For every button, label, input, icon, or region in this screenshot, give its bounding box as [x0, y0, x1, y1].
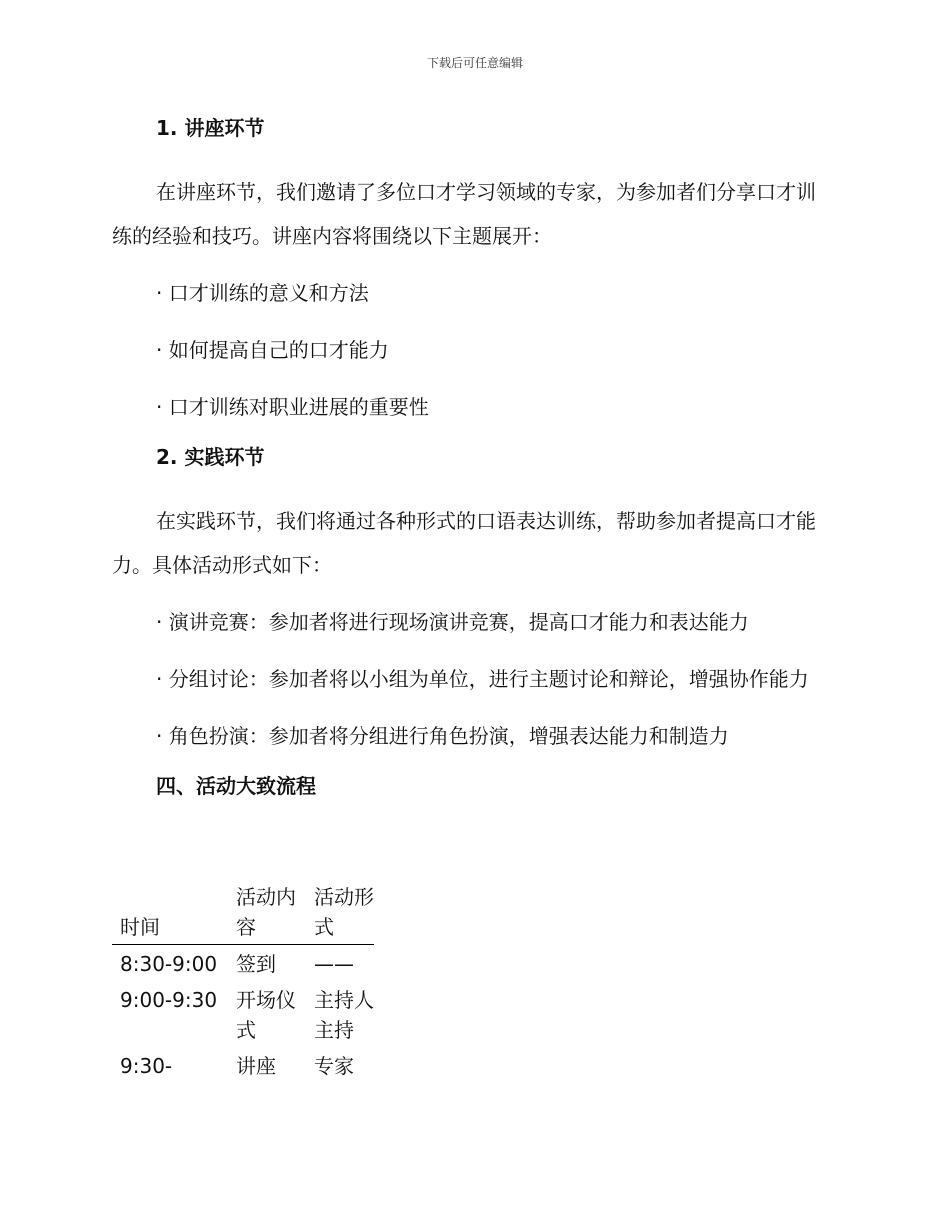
schedule-table: [112, 880, 374, 1083]
practice-bullet-2: · 分组讨论：参加者将以小组为单位，进行主题讨论和辩论，增强协作能力: [156, 667, 809, 691]
column-header-content: 活动内容: [228, 880, 306, 945]
practice-bullet-3: · 角色扮演：参加者将分组进行角色扮演，增强表达能力和制造力: [156, 724, 729, 748]
cell-form: 主持人主持: [314, 988, 374, 1042]
practice-heading: 2. 实践环节: [156, 445, 265, 469]
cell-time: 9:30-: [120, 1054, 173, 1078]
lecture-bullet-2: · 如何提高自己的口才能力: [156, 338, 389, 362]
cell-content: 讲座: [236, 1054, 276, 1078]
table-row: [112, 981, 374, 1047]
schedule-header-row: [112, 880, 374, 945]
flow-heading: 四、活动大致流程: [156, 774, 316, 798]
column-header-time: 时间: [112, 880, 228, 945]
cell-content: 开场仪式: [236, 988, 296, 1042]
lecture-bullet-3: · 口才训练对职业进展的重要性: [156, 395, 429, 419]
page-header: 下载后可任意编辑: [426, 56, 523, 70]
practice-bullet-1: · 演讲竞赛：参加者将进行现场演讲竞赛，提高口才能力和表达能力: [156, 610, 749, 634]
cell-time: 9:00-9:30: [120, 988, 218, 1012]
table-row: [112, 945, 374, 982]
cell-content: 签到: [236, 952, 276, 976]
practice-intro: 在实践环节，我们将通过各种形式的口语表达训练，帮助参加者提高口才能力。具体活动形式如下：: [112, 509, 816, 577]
cell-form: 专家: [314, 1054, 354, 1078]
cell-time: 8:30-9:00: [120, 952, 218, 976]
table-row: [112, 1047, 374, 1083]
lecture-intro: 在讲座环节，我们邀请了多位口才学习领域的专家，为参加者们分享口才训练的经验和技巧。讲座内容将围绕以下主题展开：: [112, 180, 816, 248]
lecture-bullet-1: · 口才训练的意义和方法: [156, 281, 369, 305]
cell-form: ——: [314, 952, 354, 976]
lecture-heading: 1. 讲座环节: [156, 116, 265, 140]
document-body: [112, 113, 832, 801]
column-header-form: 活动形式: [306, 880, 374, 945]
